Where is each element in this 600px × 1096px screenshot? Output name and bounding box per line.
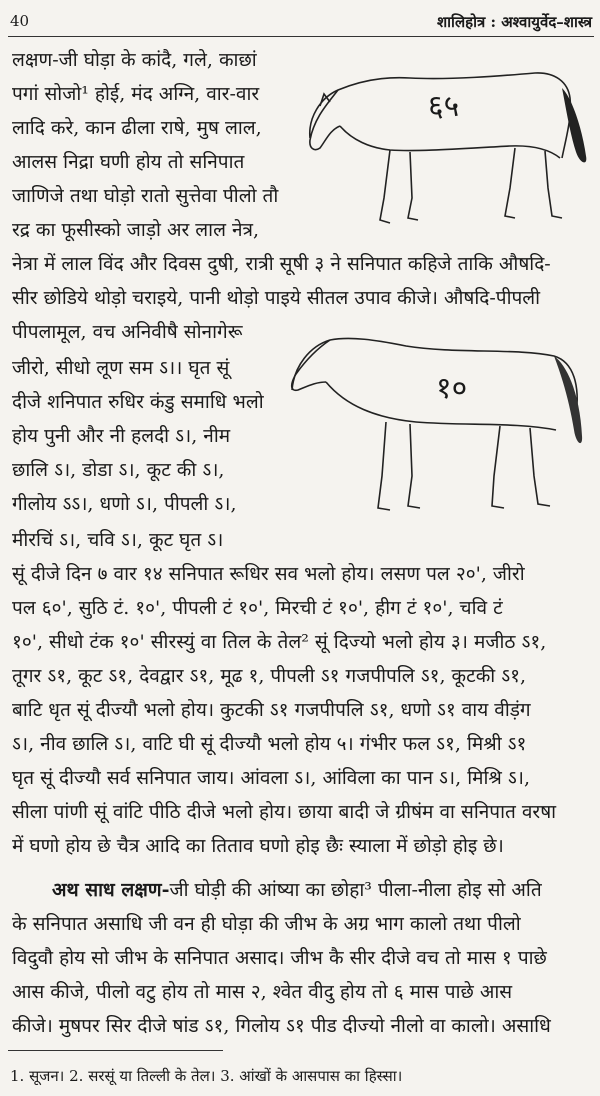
- body-line: में घणो होय छे चैत्र आदि का तिताव घणो होइ छैः स्याला में छोड़ो होइ छे।: [12, 835, 504, 857]
- horse-illustration-2: [286, 326, 586, 522]
- horse-drawing-2: [286, 326, 586, 522]
- section-first-line-text: जी घोड़ी की आंष्या का छोहा³ पीला-नीला होइ सो अति: [169, 879, 542, 901]
- horse-illustration-1: [300, 48, 596, 228]
- page-header: [10, 8, 592, 32]
- section-line: कीजे। मुषपर सिर दीजे षांड ऽ१, गिलोय ऽ१ पीड दीज्यो नीलो वा कालो। असाधि: [12, 1015, 551, 1037]
- running-title: शालिहोत्र : अश्वायुर्वेद–शास्त्र: [436, 13, 592, 31]
- body-line: बाटि धृत सूं दीज्यौ भलो होय। कुटकी ऽ१ गजपीपलि ऽ१, धणो ऽ१ वाय वीड़ंग: [12, 699, 531, 721]
- body-line: नेत्रा में लाल विंद और दिवस दुषी, रात्री सूषी ३ ने सनिपात कहिजे ताकि औषदि-: [12, 253, 551, 275]
- horse-drawing-1: [300, 48, 596, 228]
- body-line: लादि करे, कान ढीला राषे, मुष लाल,: [12, 117, 262, 139]
- body-line: लक्षण-जी घोड़ा के कांदै, गले, काछां: [12, 49, 257, 71]
- section-heading: अथ साध लक्षण-: [52, 879, 170, 901]
- body-line: जाणिजे तथा घोड़ो रातो सुत्तेवा पीलो तौ: [12, 185, 279, 207]
- footnote-rule: [8, 1050, 223, 1051]
- body-line: पगां सोजो¹ होई, मंद अग्नि, वार-वार: [12, 83, 260, 105]
- body-line: पल ६०', सुठि टं. १०', पीपली टं १०', मिरची टं १०', हीग टं १०', चवि टं: [12, 597, 503, 619]
- figure-label-1: ६५: [428, 89, 460, 124]
- body-line: दीजे शनिपात रुधिर कंडु समाधि भलो: [12, 391, 264, 413]
- body-line: घृत सूं दीज्यौ सर्व सनिपात जाय। आंवला ऽ।, आंविला का पान ऽ।, मिश्रि ऽ।,: [12, 767, 530, 789]
- body-line: होय पुनी और नी हलदी ऽ।, नीम: [12, 425, 231, 447]
- body-line: सीर छोडिये थोड़ो चराइये, पानी थोड़ो पाइये सीतल उपाव कीजे। औषदि-पीपली: [12, 287, 541, 309]
- body-line: तूगर ऽ१, कूट ऽ१, देवद्वार ऽ१, मूढ १, पीपली ऽ१ गजपीपलि ऽ१, कूटकी ऽ१,: [12, 665, 527, 687]
- body-line: रद्र का फूसीस्को जाड़ो अर लाल नेत्र,: [12, 219, 260, 241]
- body-line: ऽ।, नीव छालि ऽ।, वाटि घी सूं दीज्यौ भलो होय ५। गंभीर फल ऽ१, मिश्री ऽ१: [12, 733, 527, 755]
- section-first-line: [52, 878, 542, 902]
- body-line: जीरो, सीधो लूण सम ऽ।। घृत सूं: [12, 357, 230, 379]
- header-rule: [8, 36, 594, 37]
- body-line: सीला पांणी सूं वांटि पीठि दीजे भलो होय। छाया बादी जे ग्रीषंम वा सनिपात वरषा: [12, 801, 557, 823]
- body-line: मीरचिं ऽ।, चवि ऽ।, कूट घृत ऽ।: [12, 529, 224, 551]
- section-line: आस कीजे, पीलो वटु होय तो मास २, श्वेत वीदु होय तो ६ मास पाछे आस: [12, 981, 513, 1003]
- body-line: १०', सीधो टंक १०' सीरस्युं वा तिल के तेल² सूं दिज्यो भलो होय ३। मजीठ ऽ१,: [12, 631, 547, 653]
- body-line: पीपलामूल, वच अनिवीषै सोनागेरू: [12, 321, 243, 343]
- section-line: के सनिपात असाधि जी वन ही घोड़ा की जीभ के अग्र भाग कालो तथा पीलो: [12, 913, 521, 935]
- section-line: विदुवौ होय सो जीभ के सनिपात असाद। जीभ कै सीर दीजे वच तो मास १ पाछे: [12, 947, 547, 969]
- body-line: गीलोय ऽऽ।, धणो ऽ।, पीपली ऽ।,: [12, 493, 237, 515]
- body-line: छालि ऽ।, डोडा ऽ।, कूट की ऽ।,: [12, 459, 225, 481]
- body-line: सूं दीजे दिन ७ वार १४ सनिपात रूधिर सव भलो होय। लसण पल २०', जीरो: [12, 563, 525, 585]
- body-line: आलस निद्रा घणी होय तो सनिपात: [12, 151, 245, 173]
- page-number: 40: [10, 12, 30, 30]
- figure-label-2: १०: [436, 371, 468, 406]
- footnote: 1. सूजन। 2. सरसूं या तिल्ली के तेल। 3. आंखों के आसपास का हिस्सा।: [10, 1067, 403, 1085]
